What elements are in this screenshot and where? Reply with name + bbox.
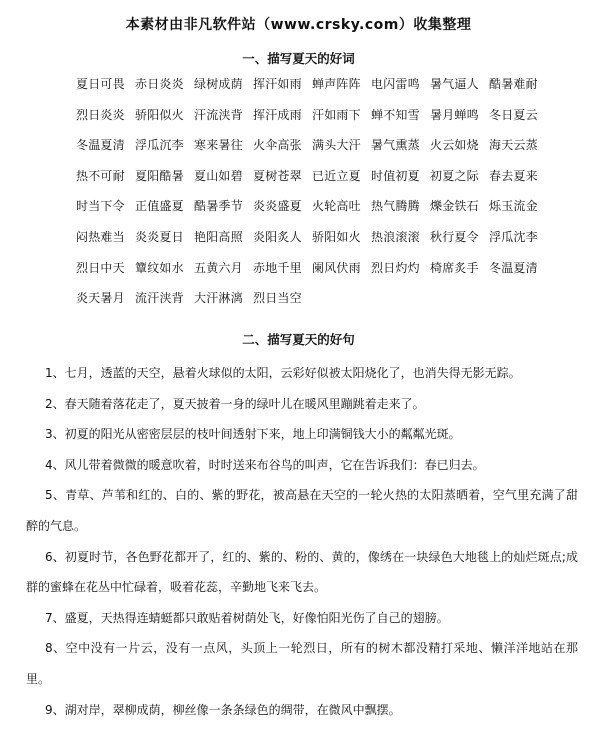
section-heading-sentences: 二、描写夏天的好句	[242, 332, 355, 347]
sentence-item: 1、七月，透蓝的天空，悬着火球似的太阳，云彩好似被太阳烧化了，也消失得无影无踪。	[45, 366, 521, 380]
word-cell: 闷热难当	[76, 229, 125, 244]
word-cell: 赤地千里	[253, 260, 302, 275]
word-cell: 炎炎盛夏	[253, 199, 302, 214]
word-cell: 满头大汗	[312, 138, 361, 153]
word-cell: 冬温夏清	[76, 138, 125, 153]
word-grid	[76, 76, 546, 321]
word-cell: 烈日炎炎	[76, 107, 125, 122]
word-cell: 暑月蝉鸣	[430, 107, 479, 122]
sentence-item: 3、初夏的阳光从密密层层的枝叶间透射下来，地上印满铜钱大小的粼粼光斑。	[45, 427, 461, 442]
word-cell: 挥汗成雨	[253, 107, 302, 122]
word-cell: 阑风伏雨	[312, 260, 361, 275]
sentence-item: 2、春天随着落花走了，夏天披着一身的绿叶儿在暖风里蹦跳着走来了。	[45, 396, 425, 411]
word-cell: 蝉声阵阵	[312, 77, 361, 91]
word-cell: 初夏之际	[430, 168, 479, 183]
word-cell: 夏山如碧	[194, 168, 243, 183]
word-cell: 炎阳炙人	[253, 229, 302, 244]
word-cell: 海天云蒸	[489, 138, 538, 153]
word-cell: 烈日当空	[253, 291, 302, 306]
word-cell: 簟纹如水	[135, 260, 184, 275]
word-cell: 汗流浃背	[194, 107, 243, 122]
word-cell: 艳阳高照	[194, 229, 243, 244]
sentence-item: 6、初夏时节，各色野花都开了，红的、紫的、粉的、黄的，像绣在一块绿色大地毯上的灿烂斑点;成群的蜜蜂在花丛中忙碌着，吸着花蕊，辛勤地飞来飞去。	[26, 549, 578, 595]
word-cell: 绿树成荫	[194, 77, 243, 91]
sentence-item: 4、风儿带着微微的暖意吹着，时时送来布谷鸟的叫声，它在告诉我们：春已归去。	[45, 457, 485, 472]
word-cell: 汗如雨下	[312, 107, 361, 122]
word-cell: 热气腾腾	[371, 199, 420, 214]
word-cell: 火云如烧	[430, 138, 479, 153]
word-cell: 骄阳似火	[135, 107, 184, 122]
word-cell: 电闪雷鸣	[371, 77, 420, 91]
section-heading-words: 一、描写夏天的好词	[242, 51, 355, 66]
sentence-item: 7、盛夏，天热得连蜻蜓都只敢贴着树荫处飞，好像怕阳光伤了自己的翅膀。	[45, 610, 449, 625]
word-cell: 挥汗如雨	[253, 77, 302, 91]
word-cell: 浮瓜沉李	[135, 138, 184, 153]
word-cell: 赤日炎炎	[135, 77, 184, 91]
document-title: 本素材由非凡软件站（www.crsky.com）收集整理	[125, 17, 472, 33]
word-cell: 热浪滚滚	[371, 229, 420, 244]
word-cell: 正值盛夏	[135, 199, 184, 214]
word-cell: 烈日中天	[76, 260, 125, 275]
word-cell: 流汗浃背	[135, 291, 184, 306]
word-cell: 炎炎夏日	[135, 229, 184, 244]
word-cell: 热不可耐	[76, 168, 125, 183]
word-cell: 夏日可畏	[76, 77, 125, 91]
sentence-item: 9、湖对岸，翠柳成荫，柳丝像一条条绿色的绸带，在微风中飘摆。	[45, 702, 401, 717]
word-cell: 暑气逼人	[430, 77, 479, 91]
word-cell: 酷暑难耐	[489, 77, 538, 91]
word-cell: 烈日灼灼	[371, 260, 420, 275]
word-cell: 寒来暑往	[194, 138, 243, 153]
word-cell: 冬温夏清	[489, 260, 538, 275]
word-cell: 浮瓜沈李	[489, 229, 538, 244]
word-cell: 夏阳酷暑	[135, 168, 184, 183]
word-cell: 大汗淋漓	[194, 291, 243, 306]
word-cell: 夏树苍翠	[253, 168, 302, 183]
sentence-list	[26, 358, 578, 725]
word-cell: 时当下令	[76, 199, 125, 214]
word-cell: 酷暑季节	[194, 199, 243, 214]
word-cell: 五黄六月	[194, 260, 243, 275]
word-cell: 骄阳如火	[312, 229, 361, 244]
word-cell: 火轮高吐	[312, 199, 361, 214]
word-cell: 爍金铁石	[430, 199, 479, 214]
word-cell: 炎天暑月	[76, 291, 125, 306]
word-cell: 已近立夏	[312, 168, 361, 183]
word-cell: 时值初夏	[371, 168, 420, 183]
word-cell: 烁玉流金	[489, 199, 538, 214]
word-cell: 蝉不知雪	[371, 107, 420, 122]
word-cell: 暑气熏蒸	[371, 138, 420, 153]
sentence-item: 5、青草、芦苇和红的、白的、紫的野花，被高悬在天空的一轮火热的太阳蒸晒着，空气里充满了甜醉的气息。	[26, 488, 578, 533]
word-cell: 火伞高张	[253, 138, 302, 153]
word-cell: 春去夏来	[489, 168, 538, 183]
word-cell: 秋行夏令	[430, 229, 479, 244]
sentence-item: 8、空中没有一片云，没有一点风，头顶上一轮烈日，所有的树木都没精打采地、懒洋洋地站在那里。	[26, 641, 578, 686]
word-cell: 椅席炙手	[430, 260, 479, 275]
word-cell: 冬日夏云	[489, 107, 538, 122]
